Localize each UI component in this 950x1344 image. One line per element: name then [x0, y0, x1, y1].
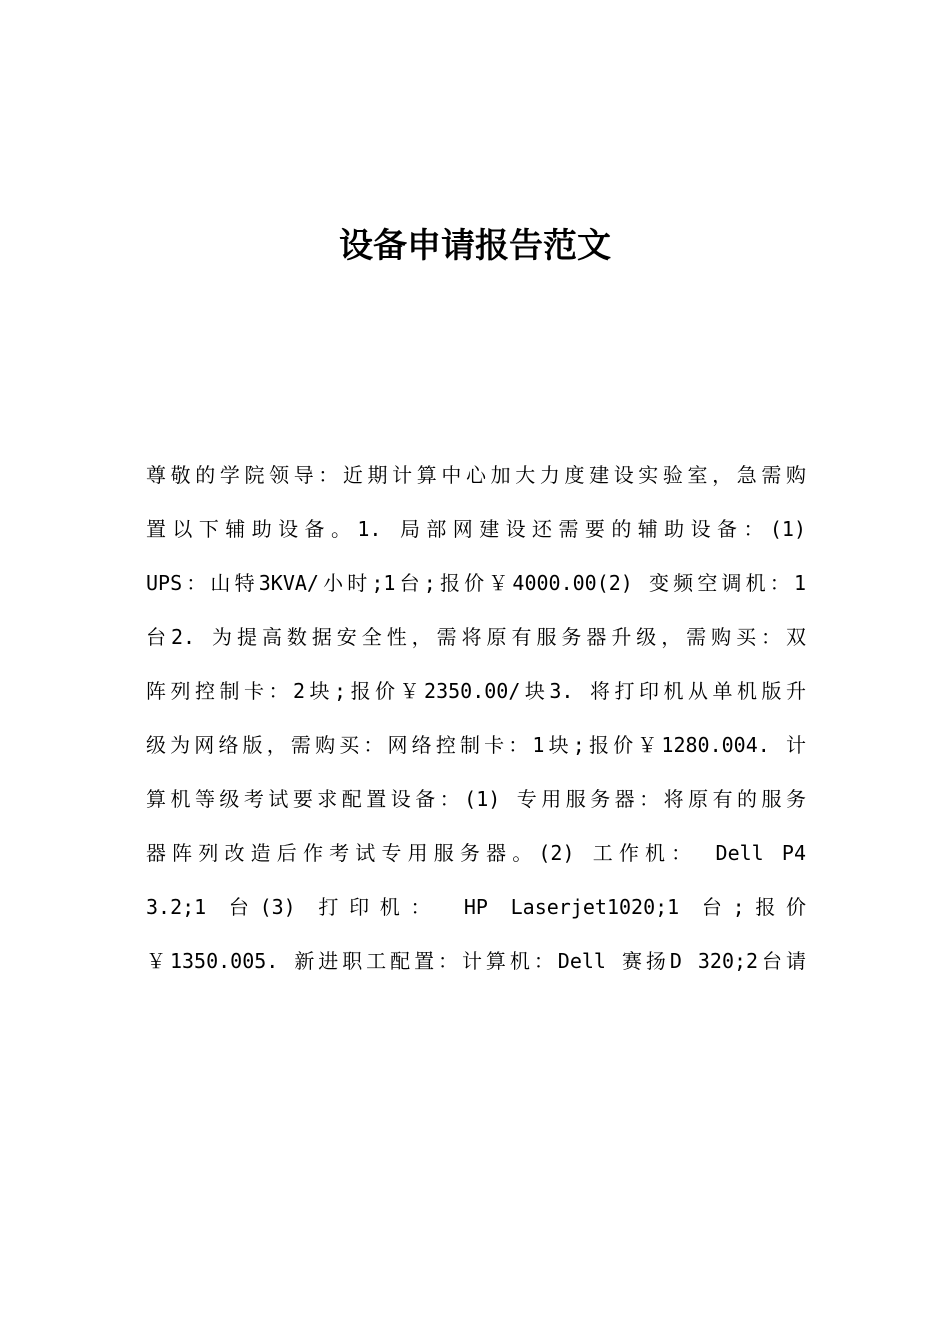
body-line-9: 3.2;1 台(3) 打印机： HP Laserjet1020;1 台;报价	[146, 895, 806, 919]
body-line-6: 级为网络版，需购买：网络控制卡：1块;报价￥1280.004. 计	[146, 733, 806, 757]
body-line-8: 器阵列改造后作考试专用服务器。(2) 工作机： Dell P4	[146, 841, 806, 865]
body-line-1: 尊敬的学院领导：近期计算中心加大力度建设实验室，急需购	[146, 463, 806, 487]
document-title: 设备申请报告范文	[339, 226, 611, 266]
body-line-2: 置以下辅助设备。1. 局部网建设还需要的辅助设备：(1)	[146, 517, 806, 541]
body-line-5: 阵列控制卡：2块;报价￥2350.00/块3. 将打印机从单机版升	[146, 679, 806, 703]
body-line-4: 台2. 为提高数据安全性，需将原有服务器升级，需购买：双	[146, 625, 806, 649]
body-line-7: 算机等级考试要求配置设备：(1) 专用服务器：将原有的服务	[146, 787, 806, 811]
body-line-10: ￥1350.005. 新进职工配置：计算机：Dell 赛扬D 320;2台请	[146, 949, 806, 973]
document-body	[146, 448, 806, 988]
body-line-3: UPS：山特3KVA/小时;1台;报价￥4000.00(2) 变频空调机：1	[146, 571, 806, 595]
